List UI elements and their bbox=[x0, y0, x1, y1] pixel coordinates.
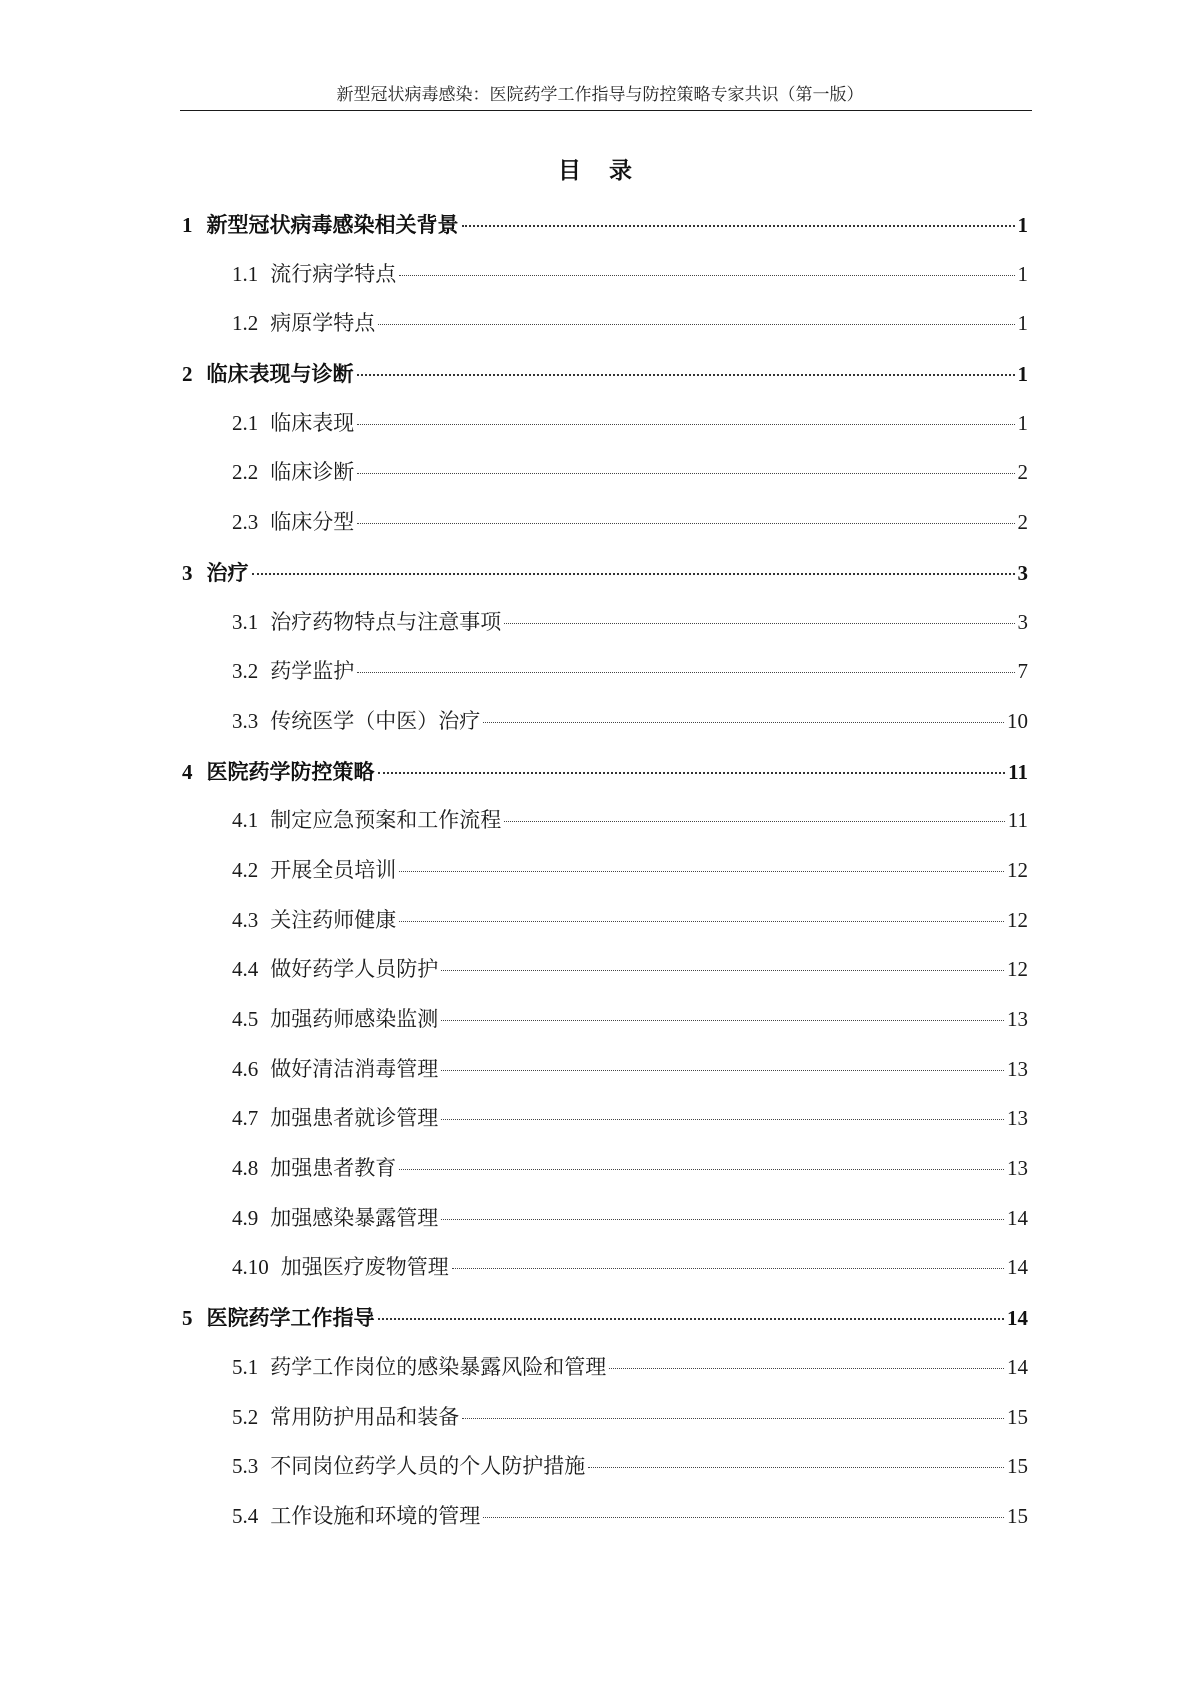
entry-title: 临床分型 bbox=[270, 510, 355, 535]
entry-page-number: 15 bbox=[1007, 1503, 1028, 1528]
entry-title: 临床表现与诊断 bbox=[206, 361, 354, 387]
entry-title: 加强患者教育 bbox=[270, 1156, 397, 1181]
entry-number: 2.2 bbox=[232, 460, 259, 485]
entry-title: 做好药学人员防护 bbox=[270, 957, 439, 982]
entry-number: 5.1 bbox=[232, 1354, 259, 1379]
dot-leader bbox=[462, 1418, 1004, 1419]
entry-title: 开展全员培训 bbox=[270, 857, 397, 882]
dot-leader bbox=[504, 623, 1014, 624]
entry-title: 药学工作岗位的感染暴露风险和管理 bbox=[270, 1354, 607, 1379]
entry-title: 医院药学工作指导 bbox=[206, 1305, 375, 1331]
entry-title: 不同岗位药学人员的个人防护措施 bbox=[270, 1454, 586, 1479]
dot-leader bbox=[483, 1517, 1004, 1518]
toc-chapter-entry[interactable] bbox=[182, 1293, 1028, 1343]
table-of-contents bbox=[182, 200, 1028, 1542]
entry-page-number: 14 bbox=[1007, 1255, 1028, 1280]
dot-leader bbox=[452, 1268, 1004, 1269]
dot-leader bbox=[357, 672, 1014, 673]
entry-title: 传统医学（中医）治疗 bbox=[270, 708, 481, 733]
toc-section-entry[interactable] bbox=[182, 1442, 1028, 1492]
entry-number: 2.1 bbox=[232, 410, 259, 435]
entry-page-number: 12 bbox=[1007, 957, 1028, 982]
entry-number: 3.1 bbox=[232, 609, 259, 634]
dot-leader bbox=[441, 1020, 1004, 1021]
entry-number: 3.2 bbox=[232, 659, 259, 684]
dot-leader bbox=[441, 970, 1004, 971]
toc-chapter-entry[interactable] bbox=[182, 349, 1028, 399]
dot-leader bbox=[399, 921, 1004, 922]
entry-number: 1.2 bbox=[232, 311, 259, 336]
entry-title: 药学监护 bbox=[270, 659, 355, 684]
entry-number: 4.9 bbox=[232, 1205, 259, 1230]
entry-number: 3 bbox=[182, 560, 193, 585]
entry-number: 1 bbox=[182, 213, 193, 237]
entry-title: 临床表现 bbox=[270, 410, 355, 435]
entry-title: 加强患者就诊管理 bbox=[270, 1106, 439, 1131]
dot-leader bbox=[441, 1119, 1004, 1120]
entry-number: 4.4 bbox=[232, 957, 259, 982]
entry-page-number: 15 bbox=[1007, 1404, 1028, 1429]
toc-title: 目 录 bbox=[557, 157, 642, 184]
entry-number: 4 bbox=[182, 759, 193, 784]
dot-leader bbox=[378, 1318, 1005, 1320]
toc-section-entry[interactable] bbox=[182, 299, 1028, 349]
dot-leader bbox=[357, 523, 1014, 524]
dot-leader bbox=[441, 1219, 1004, 1220]
dot-leader bbox=[483, 722, 1004, 723]
dot-leader bbox=[504, 821, 1005, 822]
entry-page-number: 13 bbox=[1007, 1007, 1028, 1031]
entry-number: 4.7 bbox=[232, 1106, 259, 1131]
entry-number: 4.2 bbox=[232, 857, 259, 882]
entry-page-number: 12 bbox=[1007, 907, 1028, 932]
entry-page-number: 1 bbox=[1017, 410, 1028, 435]
entry-number: 4.6 bbox=[232, 1056, 259, 1081]
entry-title: 医院药学防控策略 bbox=[206, 758, 375, 784]
entry-page-number: 1 bbox=[1017, 362, 1028, 387]
toc-section-entry[interactable] bbox=[182, 1393, 1028, 1443]
entry-number: 4.10 bbox=[232, 1255, 269, 1280]
entry-number: 5.3 bbox=[232, 1454, 259, 1479]
toc-section-entry[interactable] bbox=[182, 1243, 1028, 1293]
toc-section-entry[interactable] bbox=[182, 945, 1028, 995]
entry-title: 常用防护用品和装备 bbox=[270, 1404, 460, 1429]
entry-title: 加强药师感染监测 bbox=[270, 1007, 439, 1031]
dot-leader bbox=[378, 772, 1006, 774]
entry-number: 4.8 bbox=[232, 1156, 259, 1181]
entry-page-number: 14 bbox=[1007, 1354, 1028, 1379]
entry-title: 临床诊断 bbox=[270, 460, 355, 485]
dot-leader bbox=[357, 424, 1014, 425]
toc-chapter-entry[interactable] bbox=[182, 200, 1028, 250]
toc-section-entry[interactable] bbox=[182, 1343, 1028, 1393]
entry-title: 病原学特点 bbox=[270, 311, 376, 336]
entry-page-number: 13 bbox=[1007, 1156, 1028, 1181]
entry-title: 加强医疗废物管理 bbox=[280, 1255, 449, 1280]
dot-leader bbox=[399, 1169, 1004, 1170]
toc-section-entry[interactable] bbox=[182, 995, 1028, 1045]
entry-number: 5 bbox=[182, 1306, 193, 1331]
dot-leader bbox=[588, 1467, 1004, 1468]
entry-page-number: 14 bbox=[1007, 1205, 1028, 1230]
running-header: 新型冠状病毒感染：医院药学工作指导与防控策略专家共识（第一版） bbox=[336, 85, 864, 105]
toc-section-entry[interactable] bbox=[182, 598, 1028, 648]
dot-leader bbox=[462, 225, 1015, 227]
entry-title: 关注药师健康 bbox=[270, 907, 397, 932]
entry-page-number: 11 bbox=[1007, 808, 1028, 833]
dot-leader bbox=[441, 1070, 1004, 1071]
entry-page-number: 2 bbox=[1017, 510, 1028, 535]
entry-number: 5.2 bbox=[232, 1404, 259, 1429]
entry-title: 做好清洁消毒管理 bbox=[270, 1056, 439, 1081]
entry-page-number: 14 bbox=[1007, 1306, 1028, 1331]
toc-section-entry[interactable] bbox=[182, 399, 1028, 449]
entry-title: 制定应急预案和工作流程 bbox=[270, 808, 502, 833]
entry-number: 1.1 bbox=[232, 261, 259, 286]
entry-page-number: 13 bbox=[1007, 1056, 1028, 1081]
entry-number: 4.1 bbox=[232, 808, 259, 833]
entry-page-number: 13 bbox=[1007, 1106, 1028, 1131]
dot-leader bbox=[357, 473, 1014, 474]
entry-title: 流行病学特点 bbox=[270, 261, 397, 286]
entry-page-number: 1 bbox=[1017, 311, 1028, 336]
dot-leader bbox=[399, 275, 1014, 276]
toc-section-entry[interactable] bbox=[182, 697, 1028, 747]
toc-section-entry[interactable] bbox=[182, 1045, 1028, 1095]
entry-page-number: 3 bbox=[1017, 560, 1028, 585]
header-rule bbox=[180, 110, 1032, 111]
entry-title: 工作设施和环境的管理 bbox=[270, 1503, 481, 1528]
entry-page-number: 12 bbox=[1007, 857, 1028, 882]
entry-page-number: 1 bbox=[1017, 261, 1028, 286]
entry-page-number: 1 bbox=[1017, 213, 1028, 237]
toc-section-entry[interactable] bbox=[182, 1144, 1028, 1194]
toc-section-entry[interactable] bbox=[182, 896, 1028, 946]
entry-page-number: 10 bbox=[1007, 708, 1028, 733]
entry-number: 4.3 bbox=[232, 907, 259, 932]
toc-section-entry[interactable] bbox=[182, 498, 1028, 548]
entry-number: 2 bbox=[182, 362, 193, 387]
dot-leader bbox=[609, 1368, 1004, 1369]
toc-section-entry[interactable] bbox=[182, 846, 1028, 896]
entry-title: 新型冠状病毒感染相关背景 bbox=[206, 212, 459, 237]
toc-section-entry[interactable] bbox=[182, 1194, 1028, 1244]
entry-page-number: 3 bbox=[1017, 609, 1028, 634]
dot-leader bbox=[378, 324, 1014, 325]
entry-page-number: 2 bbox=[1017, 460, 1028, 485]
toc-chapter-entry[interactable] bbox=[182, 548, 1028, 598]
entry-page-number: 11 bbox=[1008, 759, 1028, 784]
entry-page-number: 7 bbox=[1017, 659, 1028, 684]
dot-leader bbox=[252, 573, 1015, 575]
entry-title: 加强感染暴露管理 bbox=[270, 1205, 439, 1230]
toc-section-entry[interactable] bbox=[182, 448, 1028, 498]
entry-number: 5.4 bbox=[232, 1503, 259, 1528]
toc-chapter-entry[interactable] bbox=[182, 747, 1028, 797]
dot-leader bbox=[399, 871, 1004, 872]
dot-leader bbox=[357, 374, 1015, 376]
toc-section-entry[interactable] bbox=[182, 796, 1028, 846]
entry-title: 治疗药物特点与注意事项 bbox=[270, 609, 502, 634]
entry-title: 治疗 bbox=[206, 559, 249, 585]
toc-section-entry[interactable] bbox=[182, 1094, 1028, 1144]
toc-section-entry[interactable] bbox=[182, 1492, 1028, 1542]
entry-page-number: 15 bbox=[1007, 1454, 1028, 1479]
toc-section-entry[interactable] bbox=[182, 250, 1028, 300]
toc-section-entry[interactable] bbox=[182, 647, 1028, 697]
entry-number: 2.3 bbox=[232, 510, 259, 535]
entry-number: 3.3 bbox=[232, 708, 259, 733]
entry-number: 4.5 bbox=[232, 1007, 259, 1031]
